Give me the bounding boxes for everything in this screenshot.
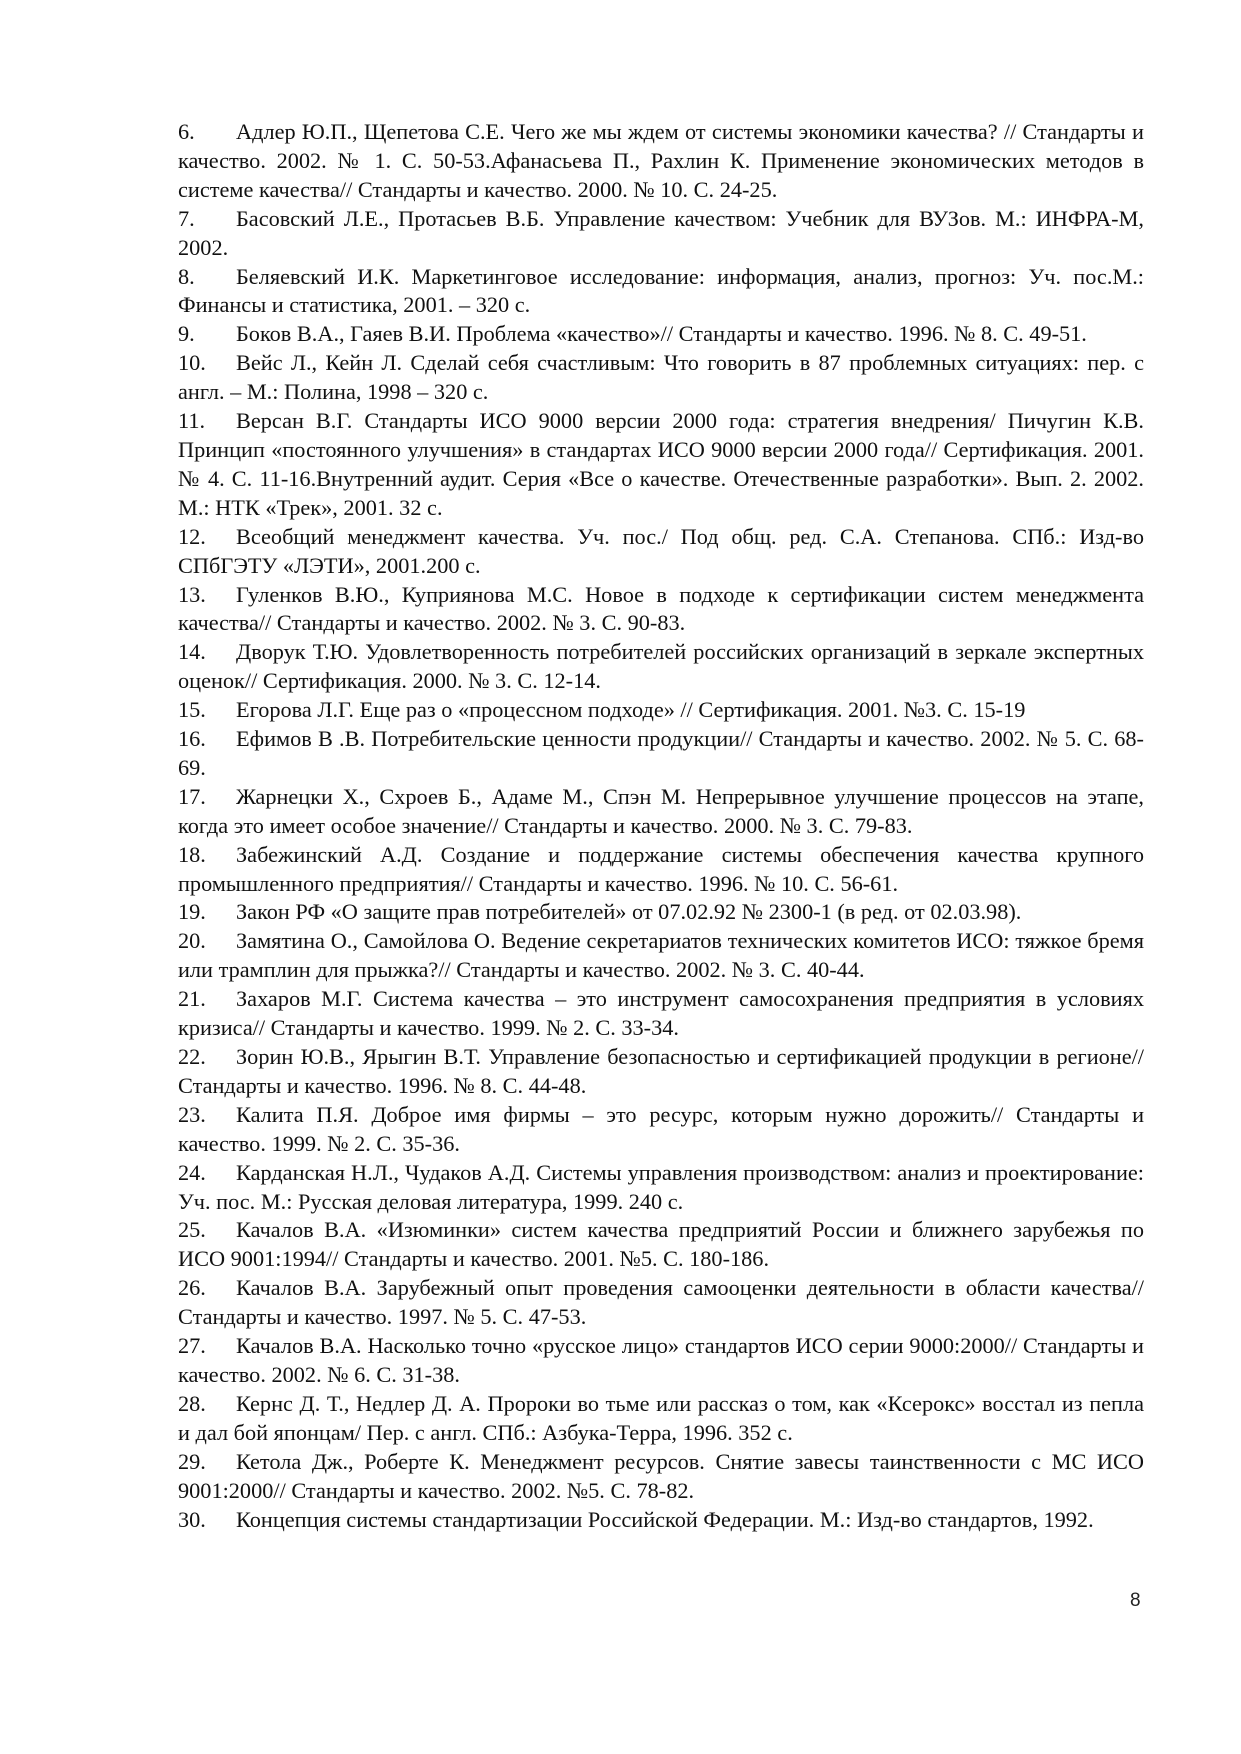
reference-number: 20.	[178, 928, 206, 954]
reference-text: Кетола Дж., Роберте К. Менеджмент ресурсов. Снятие завесы таинственности с МС ИСО 9001:2000// Стандарты и качество. 2002. №5. С. 78-82.	[178, 1448, 1144, 1503]
reference-text: Всеобщий менеджмент качества. Уч. пос./ Под общ. ред. С.А. Степанова. СПб.: Изд-во СПбГЭТУ «ЛЭТИ», 2001.200 с.	[178, 523, 1144, 578]
reference-item	[178, 205, 1144, 263]
reference-item	[178, 1390, 1144, 1448]
reference-list	[178, 118, 1144, 1534]
reference-number: 27.	[178, 1333, 206, 1359]
reference-number: 7.	[178, 205, 195, 231]
reference-item	[178, 696, 1144, 725]
reference-text: Дворук Т.Ю. Удовлетворенность потребителей российских организаций в зеркале экспертных оценок// Сертификация. 2000. № 3. С. 12-14.	[178, 639, 1144, 694]
reference-item	[178, 320, 1144, 349]
reference-text: Версан В.Г. Стандарты ИСО 9000 версии 2000 года: стратегия внедрения/ Пичугин К.В. Принцип «постоянного улучшения» в стандартах ИСО 9000 версии 2000 года// Сертификация. 2001. № 4. С. 11-16.Внутренний аудит. Серия «Все о качестве. Отечественные разработки». Вып. 2. 2002. М.: НТК «Трек», 2001. 32 с.	[178, 408, 1144, 520]
reference-text: Вейс Л., Кейн Л. Сделай себя счастливым: Что говорить в 87 проблемных ситуациях: пер. с англ. – М.: Полина, 1998 – 320 с.	[178, 350, 1144, 405]
reference-item	[178, 1101, 1144, 1159]
reference-text: Качалов В.А. «Изюминки» систем качества предприятий России и ближнего зарубежья по ИСО 9001:1994// Стандарты и качество. 2001. №5. С. 180-186.	[178, 1217, 1144, 1272]
reference-number: 26.	[178, 1275, 206, 1301]
reference-item	[178, 898, 1144, 927]
reference-item	[178, 1448, 1144, 1506]
reference-text: Адлер Ю.П., Щепетова С.Е. Чего же мы ждем от системы экономики качества? // Стандарты и качество. 2002. № 1. С. 50-53.Афанасьева П., Рахлин К. Применение экономических методов в системе качества// Стандарты и качество. 2000. № 10. С. 24-25.	[178, 119, 1144, 202]
reference-text: Калита П.Я. Доброе имя фирмы – это ресурс, которым нужно дорожить// Стандарты и качество. 1999. № 2. С. 35-36.	[178, 1101, 1144, 1156]
reference-text: Егорова Л.Г. Еще раз о «процессном подходе» // Сертификация. 2001. №3. С. 15-19	[236, 697, 1026, 723]
reference-text: Гуленков В.Ю., Куприянова М.С. Новое в подходе к сертификации систем менеджмента качества// Стандарты и качество. 2002. № 3. С. 90-83.	[178, 581, 1144, 636]
reference-text: Забежинский А.Д. Создание и поддержание системы обеспечения качества крупного промышленного предприятия// Стандарты и качество. 1996. № 10. С. 56-61.	[178, 841, 1144, 896]
reference-item	[178, 118, 1144, 205]
reference-number: 18.	[178, 841, 206, 867]
reference-number: 8.	[178, 263, 195, 289]
reference-number: 25.	[178, 1217, 206, 1243]
reference-item	[178, 263, 1144, 321]
reference-text: Качалов В.А. Насколько точно «русское лицо» стандартов ИСО серии 9000:2000// Стандарты и качество. 2002. № 6. С. 31-38.	[178, 1333, 1144, 1387]
reference-text: Боков В.А., Гаяев В.И. Проблема «качество»// Стандарты и качество. 1996. № 8. С. 49-51.	[236, 321, 1087, 347]
reference-text: Карданская Н.Л., Чудаков А.Д. Системы управления производством: анализ и проектирование: Уч. пос. М.: Русская деловая литература, 1999. 240 с.	[178, 1159, 1144, 1214]
reference-text: Захаров М.Г. Система качества – это инструмент самосохранения предприятия в условиях кризиса// Стандарты и качество. 1999. № 2. С. 33-34.	[178, 986, 1144, 1041]
reference-text: Жарнецки Х., Схроев Б., Адаме М., Спэн М. Непрерывное улучшение процессов на этапе, когда это имеет особое значение// Стандарты и качество. 2000. № 3. С. 79-83.	[178, 783, 1144, 838]
page-number: 8	[1130, 1590, 1141, 1611]
reference-item	[178, 725, 1144, 783]
reference-item	[178, 1159, 1144, 1217]
reference-number: 16.	[178, 726, 206, 752]
reference-item	[178, 783, 1144, 841]
reference-item	[178, 349, 1144, 407]
reference-item	[178, 523, 1144, 581]
reference-number: 9.	[178, 321, 195, 347]
reference-item	[178, 638, 1144, 696]
reference-number: 28.	[178, 1390, 206, 1416]
reference-text: Концепция системы стандартизации Российской Федерации. М.: Изд-во стандартов, 1992.	[236, 1506, 1094, 1532]
reference-number: 29.	[178, 1448, 206, 1474]
reference-number: 22.	[178, 1044, 206, 1069]
reference-text: Зорин Ю.В., Ярыгин В.Т. Управление безопасностью и сертификацией продукции в регионе// Стандарты и качество. 1996. № 8. С. 44-48.	[178, 1044, 1144, 1098]
reference-number: 21.	[178, 986, 206, 1012]
reference-item	[178, 407, 1144, 523]
reference-item	[178, 985, 1144, 1043]
reference-number: 24.	[178, 1159, 206, 1185]
reference-item	[178, 1332, 1144, 1390]
reference-text: Басовский Л.Е., Протасьев В.Б. Управление качеством: Учебник для ВУЗов. М.: ИНФРА-М, 2002.	[178, 205, 1144, 260]
reference-number: 6.	[178, 119, 195, 144]
reference-number: 17.	[178, 783, 206, 809]
reference-text: Беляевский И.К. Маркетинговое исследование: информация, анализ, прогноз: Уч. пос.М.: Финансы и статистика, 2001. – 320 с.	[178, 263, 1144, 318]
reference-item	[178, 1274, 1144, 1332]
reference-number: 11.	[178, 408, 206, 434]
reference-number: 12.	[178, 523, 206, 549]
reference-item	[178, 1216, 1144, 1274]
reference-text: Закон РФ «О защите прав потребителей» от 07.02.92 № 2300-1 (в ред. от 02.03.98).	[236, 899, 1022, 925]
reference-number: 19.	[178, 899, 206, 925]
reference-number: 23.	[178, 1101, 206, 1127]
reference-item	[178, 1043, 1144, 1101]
reference-item	[178, 841, 1144, 899]
reference-text: Кернс Д. Т., Недлер Д. А. Пророки во тьме или рассказ о том, как «Ксерокс» восстал из пепла и дал бой японцам/ Пер. с англ. СПб.: Азбука-Терра, 1996. 352 с.	[178, 1390, 1144, 1445]
reference-text: Замятина О., Самойлова О. Ведение секретариатов технических комитетов ИСО: тяжкое бремя или трамплин для прыжка?// Стандарты и качество. 2002. № 3. С. 40-44.	[178, 928, 1144, 983]
reference-number: 13.	[178, 581, 206, 607]
reference-number: 10.	[178, 350, 206, 376]
reference-item	[178, 1506, 1144, 1535]
reference-number: 14.	[178, 639, 206, 665]
reference-text: Качалов В.А. Зарубежный опыт проведения самооценки деятельности в области качества// Стандарты и качество. 1997. № 5. С. 47-53.	[178, 1275, 1144, 1330]
reference-number: 30.	[178, 1506, 206, 1532]
reference-item	[178, 581, 1144, 639]
reference-text: Ефимов В .В. Потребительские ценности продукции// Стандарты и качество. 2002. № 5. С. 68-69.	[178, 726, 1144, 780]
reference-item	[178, 927, 1144, 985]
reference-number: 15.	[178, 697, 206, 723]
